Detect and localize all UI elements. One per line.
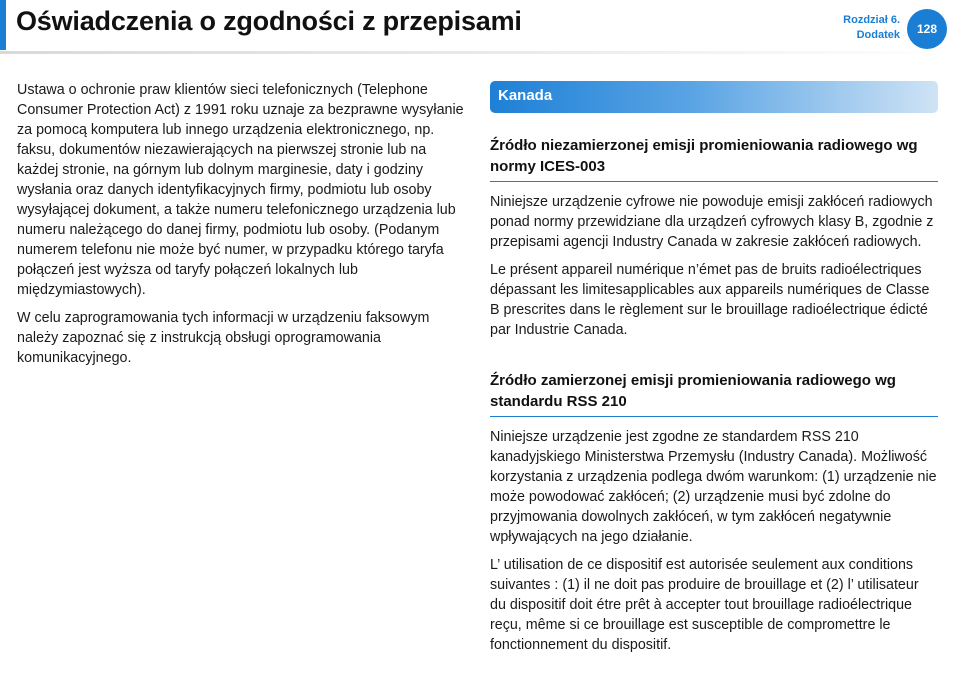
page-number-badge: 128 [907, 9, 947, 49]
paragraph: L’ utilisation de ce dispositif est autorisée seulement aux conditions suivantes : (1) il ne doit pas produire de brouillage et (2) l’ utilisateur du dispositif doit étre prêt à accepter tout brouillage radioélectrique reçu, même si ce brouillage est susceptible de compromettre le fonctionnement du dispositif. [490, 557, 919, 653]
paragraph: Ustawa o ochronie praw klientów sieci telefonicznych (Telephone Consumer Protection Act) z 1991 roku uznaje za bezprawne wysyłanie za pomocą komputera lub innego urządzenia elektronicznego, np. faksu, dokumentów niezawierających na pierwszej stronie lub na każdej stronie, na górnym lub dolnym marginesie, daty i godziny wysłania oraz danych identyfikacyjnych firmy, podmiotu lub osoby wysyłającej dokument, a także numeru telefonicznego urządzenia lub numeru należącego do danej firmy, podmiotu lub osoby. (Podanym numerem telefonu nie może być numer, w przypadku którego taryfa połączeń jest wyższa od taryfy połączeń lokalnych lub międzymiastowych). [17, 82, 464, 298]
chapter-number: Rozdział 6. [843, 14, 900, 26]
header-accent-bar [0, 0, 6, 50]
paragraph: W celu zaprogramowania tych informacji w urządzeniu faksowym należy zapoznać się z instrukcją obsługi oprogramowania komunikacyjnego. [17, 310, 430, 366]
subsection-heading-ices003: Źródło niezamierzonej emisji promieniowania radiowego wg normy ICES-003 [490, 135, 938, 182]
paragraph: Niniejsze urządzenie cyfrowe nie powoduje emisji zakłóceń radiowych ponad normy przewidziane dla urządzeń cyfrowych klasy B, zgodnie z przepisami agencji Industry Canada w zakresie zakłóceń radiowych. [490, 194, 934, 250]
subsection-heading-rss210: Źródło zamierzonej emisji promieniowania radiowego wg standardu RSS 210 [490, 370, 938, 417]
section-spacer [490, 348, 938, 370]
section-header-kanada: Kanada [490, 81, 938, 113]
paragraph: Le présent appareil numérique n’émet pas de bruits radioélectriques dépassant les limitesapplicables aux appareils numériques de Classe B prescrites dans le règlement sur le brouillage radioélectrique édicté par Industrie Canada. [490, 262, 930, 338]
right-column [490, 81, 938, 663]
header-divider [0, 51, 954, 54]
page-title: Oświadczenia o zgodności z przepisami [16, 6, 522, 36]
chapter-name: Dodatek [856, 29, 900, 41]
paragraph: Niniejsze urządzenie jest zgodne ze standardem RSS 210 kanadyjskiego Ministerstwa Przemysłu (Industry Canada). Możliwość korzystania z urządzenia podlega dwóm warunkom: (1) urządzenie nie może powodować zakłóceń; (2) urządzenie musi być zdolne do przyjmowania dowolnych zakłóceń, w tym zakłóceń negatywnie wpływających na jego działanie. [490, 429, 937, 545]
left-column [17, 80, 469, 376]
chapter-label [843, 13, 900, 43]
